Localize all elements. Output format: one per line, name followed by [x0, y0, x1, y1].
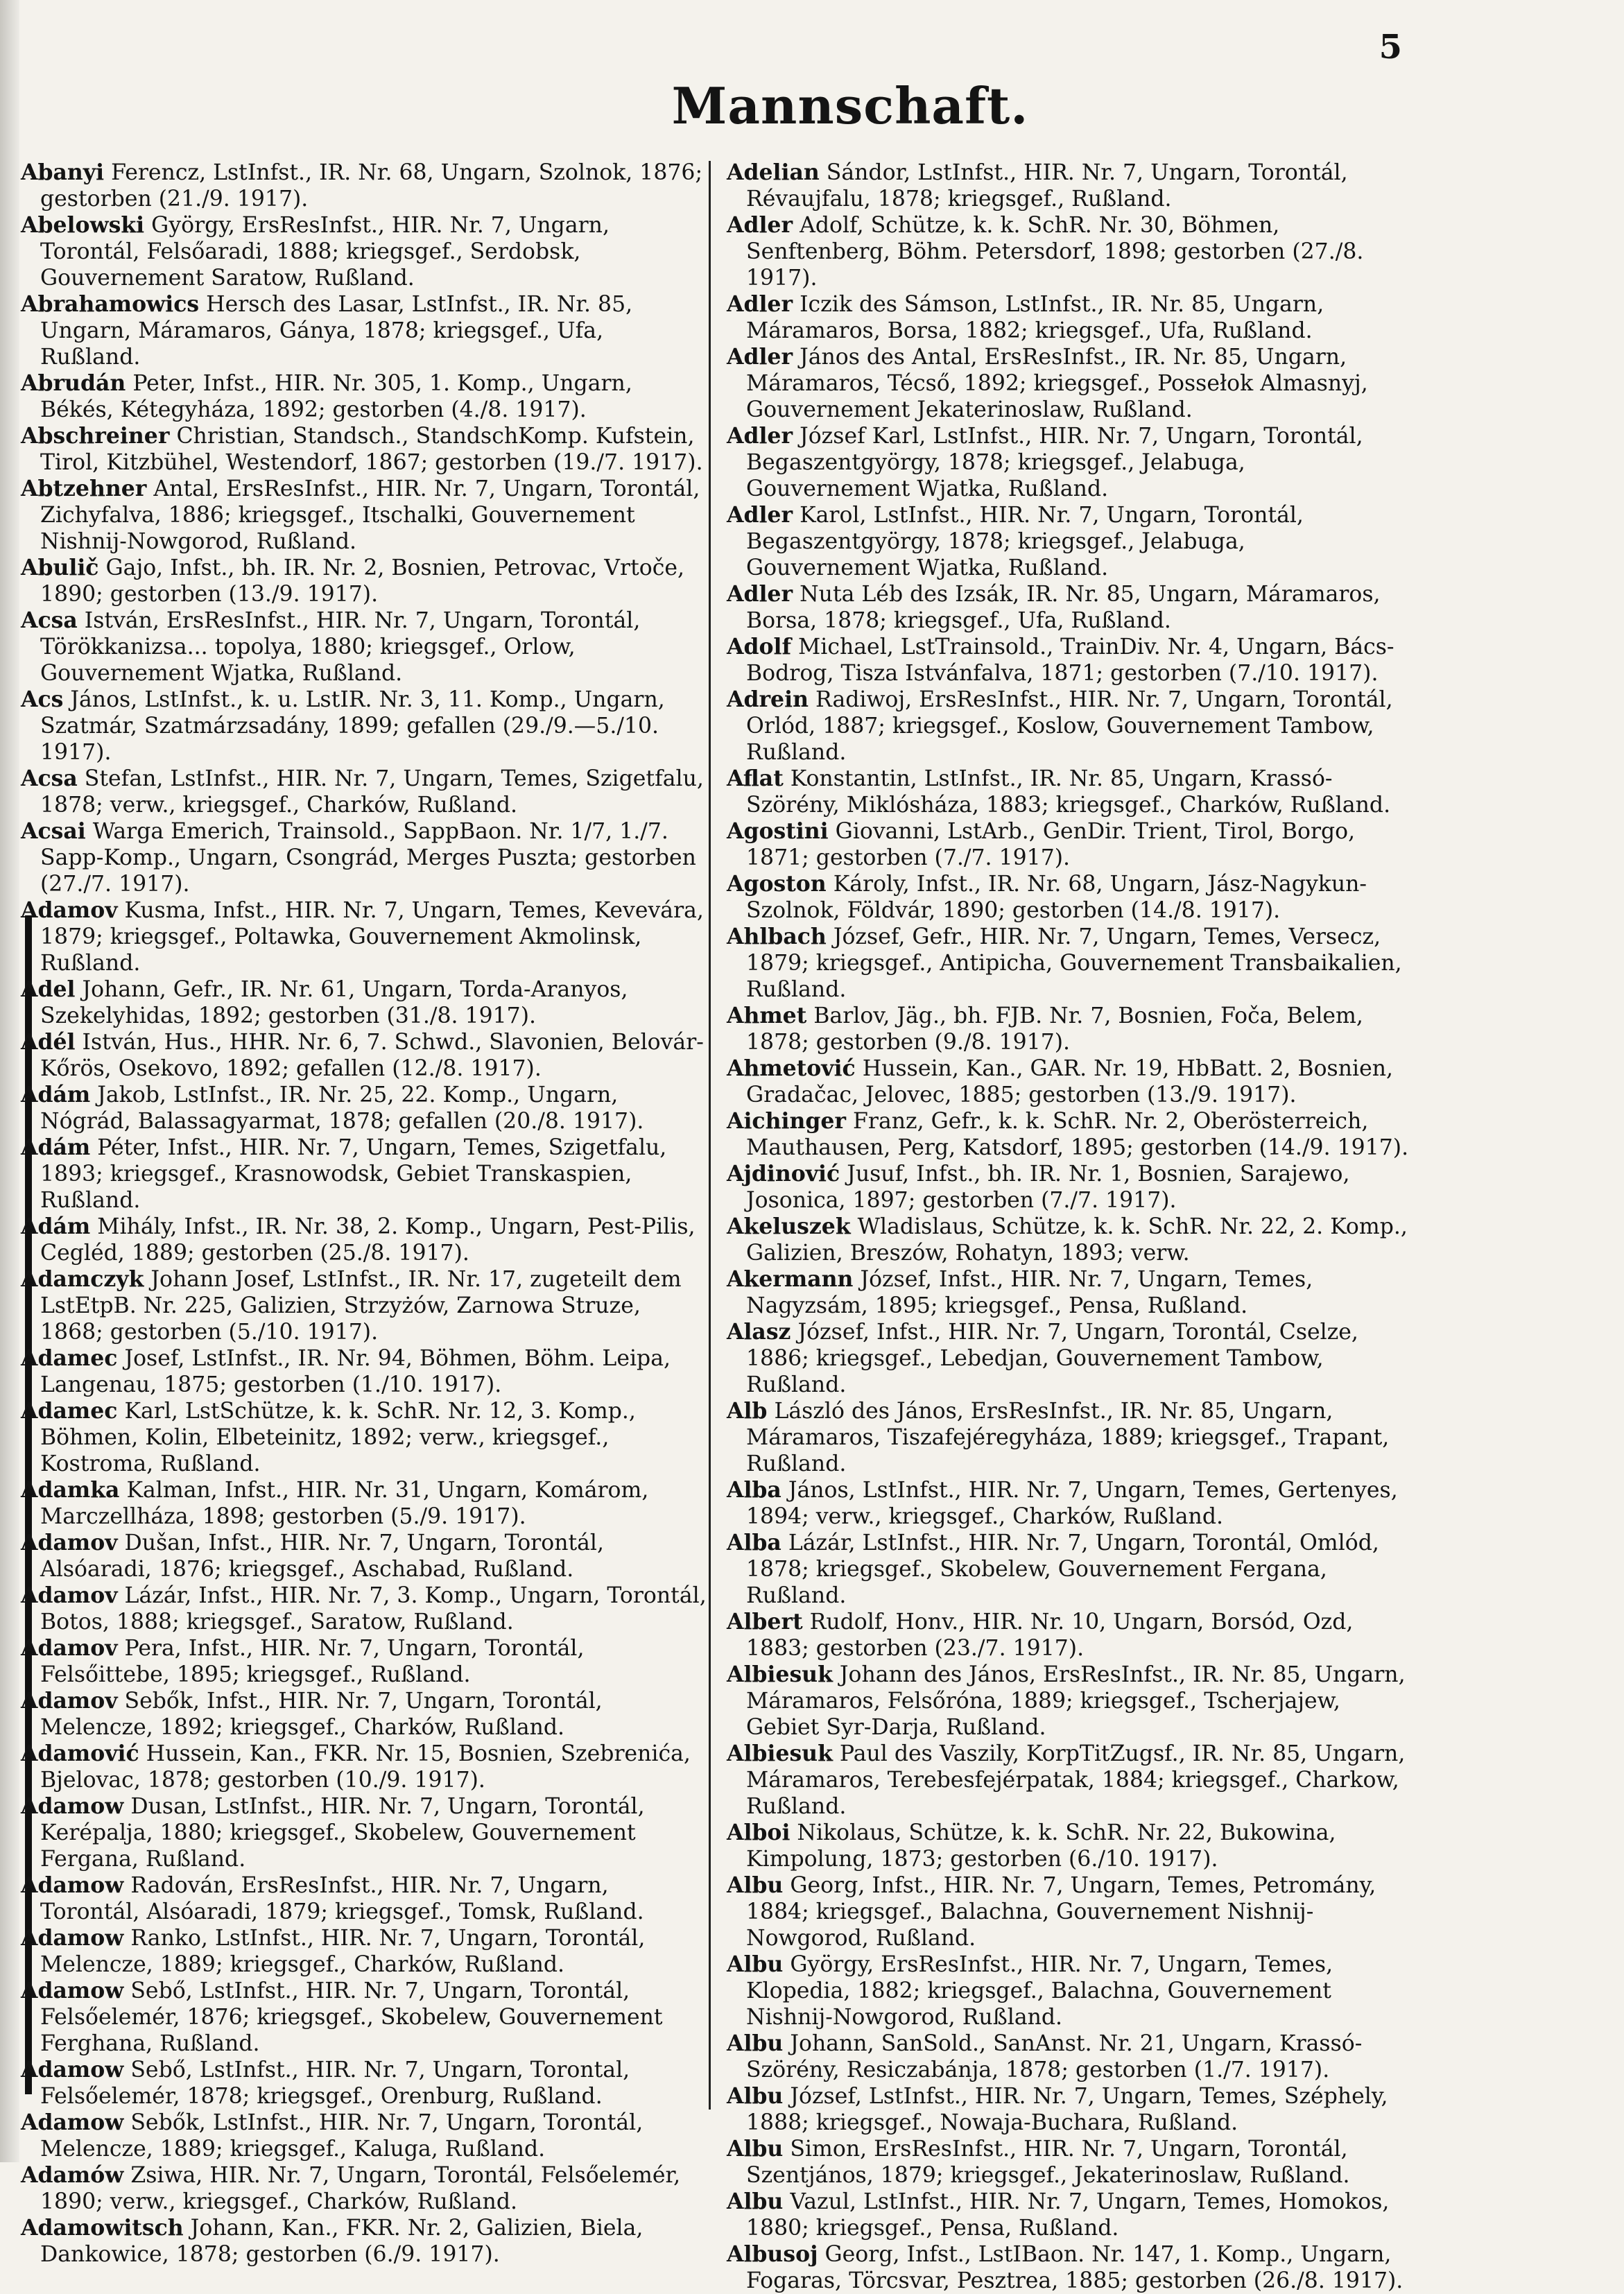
entry-details: Adolf, Schütze, k. k. SchR. Nr. 30, Böhmen, Senftenberg, Böhm. Petersdorf, 1898; gestorben (27./8. 1917).: [746, 213, 1364, 291]
entry-surname: Agoston: [727, 871, 827, 897]
left-column: [21, 159, 707, 2268]
entry-surname: Acsa: [21, 766, 78, 791]
entry-details: Franz, Gefr., k. k. SchR. Nr. 2, Oberösterreich, Mauthausen, Perg, Katsdorf, 1895; gestorben (14./9. 1917).: [746, 1109, 1409, 1160]
entry-surname: Abulič: [21, 555, 99, 580]
entry-details: Gajo, Infst., bh. IR. Nr. 2, Bosnien, Petrovac, Vrtoče, 1890; gestorben (13./9. 1917).: [40, 555, 685, 607]
register-entry: [727, 1214, 1413, 1266]
register-entry: [21, 1741, 707, 1793]
register-entry: [727, 1662, 1413, 1741]
register-entry: [21, 1530, 707, 1582]
entry-surname: Adel: [21, 976, 76, 1002]
register-entry: [727, 766, 1413, 818]
entry-surname: Adám: [21, 1135, 91, 1160]
entry-surname: Albu: [727, 2083, 784, 2109]
entry-surname: Ahmet: [727, 1003, 807, 1028]
entry-details: Károly, Infst., IR. Nr. 68, Ungarn, Jász-Nagykun-Szolnok, Földvár, 1890; gestorben (14./8. 1917).: [746, 872, 1367, 923]
entry-details: Pera, Infst., HIR. Nr. 7, Ungarn, Torontál, Felsőittebe, 1895; kriegsgef., Rußland.: [40, 1636, 585, 1687]
entry-details: Simon, ErsResInfst., HIR. Nr. 7, Ungarn, Torontál, Szentjános, 1879; kriegsgef., Jekaterinoslaw, Rußland.: [746, 2137, 1350, 2188]
register-entry: [727, 1609, 1413, 1662]
entry-surname: Alb: [727, 1398, 768, 1424]
register-entry: [21, 1872, 707, 1925]
entry-surname: Adler: [727, 502, 793, 528]
register-entry: [21, 1582, 707, 1635]
register-entry: [21, 2110, 707, 2162]
register-entry: [21, 607, 707, 687]
page-number: 5: [1379, 28, 1402, 67]
entry-surname: Alasz: [727, 1319, 791, 1345]
entry-surname: Albu: [727, 1951, 784, 1977]
entry-details: Iczik des Sámson, LstInfst., IR. Nr. 85, Ungarn, Máramaros, Borsa, 1882; kriegsgef., Ufa, Rußland.: [746, 292, 1324, 343]
entry-surname: Abanyi: [21, 159, 105, 185]
register-entry: [21, 159, 707, 212]
entry-details: Radován, ErsResInfst., HIR. Nr. 7, Ungarn, Torontál, Alsóaradi, 1879; kriegsgef., Tomsk, Rußland.: [40, 1873, 644, 1924]
entry-surname: Alboi: [727, 1820, 791, 1845]
entry-details: János des Antal, ErsResInfst., IR. Nr. 85, Ungarn, Máramaros, Técső, 1892; kriegsgef., Possełok Almasnyj, Gouvernement Jekaterinoslaw, Rußland.: [746, 345, 1368, 422]
entry-details: Radiwoj, ErsResInfst., HIR. Nr. 7, Ungarn, Torontál, Orlód, 1887; kriegsgef., Koslow, Gouvernement Tambow, Rußland.: [746, 687, 1393, 765]
entry-details: József, LstInfst., HIR. Nr. 7, Ungarn, Temes, Széphely, 1888; kriegsgef., Nowaja-Buchara, Rußland.: [746, 2084, 1388, 2135]
entry-surname: Albu: [727, 2030, 784, 2056]
register-entry: [21, 2057, 707, 2110]
entry-surname: Albu: [727, 1872, 784, 1898]
entry-details: Konstantin, LstInfst., IR. Nr. 85, Ungarn, Krassó-Szörény, Miklósháza, 1883; kriegsgef., Charków, Rußland.: [746, 766, 1391, 818]
entry-surname: Adamov: [21, 1582, 118, 1608]
register-entry: [727, 159, 1413, 212]
register-entry: [727, 212, 1413, 291]
entry-surname: Abelowski: [21, 212, 145, 238]
register-entry: [21, 1477, 707, 1530]
entry-surname: Adamow: [21, 1978, 124, 2003]
entry-surname: Acs: [21, 687, 64, 712]
register-entry: [727, 687, 1413, 766]
entry-surname: Adamow: [21, 2110, 124, 2135]
entry-details: Sebők, LstInfst., HIR. Nr. 7, Ungarn, Torontál, Melencze, 1889; kriegsgef., Kaluga, Rußland.: [40, 2110, 643, 2162]
entry-details: Barlov, Jäg., bh. FJB. Nr. 7, Bosnien, Foča, Belem, 1878; gestorben (9./8. 1917).: [746, 1003, 1363, 1055]
entry-details: Sebők, Infst., HIR. Nr. 7, Ungarn, Torontál, Melencze, 1892; kriegsgef., Charków, Rußland.: [40, 1689, 603, 1740]
entry-details: Stefan, LstInfst., HIR. Nr. 7, Ungarn, Temes, Szigetfalu, 1878; verw., kriegsgef., Charków, Rußland.: [40, 766, 704, 818]
entry-surname: Albu: [727, 2136, 784, 2162]
entry-surname: Adler: [727, 212, 793, 238]
entry-details: József, Gefr., HIR. Nr. 7, Ungarn, Temes, Versecz, 1879; kriegsgef., Antipicha, Gouvernement Transbaikalien, Rußland.: [746, 924, 1402, 1002]
entry-details: Michael, LstTrainsold., TrainDiv. Nr. 4, Ungarn, Bács-Bodrog, Tisza Istvánfalva, 1871; gestorben (7./10. 1917).: [746, 635, 1394, 686]
entry-details: Sebő, LstInfst., HIR. Nr. 7, Ungarn, Torontál, Felsőelemér, 1876; kriegsgef., Skobelew, Gouvernement Ferghana, Rußland.: [40, 1978, 663, 2056]
register-entry: [727, 2241, 1413, 2294]
entry-surname: Abschreiner: [21, 423, 170, 449]
register-entry: [21, 212, 707, 291]
entry-details: Johann Josef, LstInfst., IR. Nr. 17, zugeteilt dem LstEtpB. Nr. 225, Galizien, Strzyżów, Zarnowa Struze, 1868; gestorben (5./10. 1917).: [40, 1267, 682, 1345]
entry-details: Lázár, Infst., HIR. Nr. 7, 3. Komp., Ungarn, Torontál, Botos, 1888; kriegsgef., Saratow, Rußland.: [40, 1583, 707, 1635]
register-entry: [21, 687, 707, 766]
entry-details: Lázár, LstInfst., HIR. Nr. 7, Ungarn, Torontál, Omlód, 1878; kriegsgef., Skobelew, Gouvernement Fergana, Rußland.: [746, 1530, 1379, 1608]
entry-details: János, LstInfst., k. u. LstIR. Nr. 3, 11. Komp., Ungarn, Szatmár, Szatmárzsadány, 1899; gefallen (29./9.—5./10. 1917).: [40, 687, 665, 765]
entry-surname: Alba: [727, 1530, 781, 1555]
entry-details: Warga Emerich, Trainsold., SappBaon. Nr. 1/7, 1./7. Sapp-Komp., Ungarn, Csongrád, Merges Puszta; gestorben (27./7. 1917).: [40, 819, 696, 897]
entry-surname: Abtzehner: [21, 476, 147, 501]
entry-details: Hussein, Kan., FKR. Nr. 15, Bosnien, Szebrenića, Bjelovac, 1878; gestorben (10./9. 1917).: [40, 1741, 691, 1793]
entry-surname: Adamović: [21, 1741, 139, 1766]
register-entry: [727, 924, 1413, 1003]
entry-surname: Adél: [21, 1029, 76, 1055]
register-entry: [727, 423, 1413, 502]
entry-surname: Adler: [727, 423, 793, 449]
register-entry: [727, 1820, 1413, 1872]
register-entry: [21, 897, 707, 976]
register-entry: [727, 344, 1413, 423]
entry-surname: Adamov: [21, 1530, 118, 1555]
register-entry: [727, 1003, 1413, 1055]
register-entry: [21, 1398, 707, 1477]
register-entry: [727, 1951, 1413, 2030]
entry-surname: Adler: [727, 291, 793, 317]
entry-details: Nuta Léb des Izsák, IR. Nr. 85, Ungarn, Máramaros, Borsa, 1878; kriegsgef., Ufa, Rußland.: [746, 582, 1381, 633]
register-entry: [727, 2083, 1413, 2136]
entry-details: Dušan, Infst., HIR. Nr. 7, Ungarn, Torontál, Alsóaradi, 1876; kriegsgef., Aschabad, Rußland.: [40, 1530, 605, 1582]
register-entry: [21, 1793, 707, 1872]
entry-surname: Adamowitsch: [21, 2215, 184, 2241]
entry-details: Josef, LstInfst., IR. Nr. 94, Böhmen, Böhm. Leipa, Langenau, 1875; gestorben (1./10. 1917).: [40, 1346, 671, 1397]
entry-details: Johann, Kan., FKR. Nr. 2, Galizien, Biela, Dankowice, 1878; gestorben (6./9. 1917).: [40, 2216, 643, 2267]
register-entry: [727, 1319, 1413, 1398]
entry-surname: Adám: [21, 1214, 91, 1239]
entry-surname: Aichinger: [727, 1108, 847, 1134]
entry-details: Ranko, LstInfst., HIR. Nr. 7, Ungarn, Torontál, Melencze, 1889; kriegsgef., Charków, Rußland.: [40, 1926, 646, 1977]
register-entry: [727, 291, 1413, 344]
entry-details: Hussein, Kan., GAR. Nr. 19, HbBatt. 2, Bosnien, Gradačac, Jelovec, 1885; gestorben (13./9. 1917).: [746, 1056, 1394, 1107]
register-entry: [21, 818, 707, 897]
register-entry: [21, 1688, 707, 1741]
entry-details: Jusuf, Infst., bh. IR. Nr. 1, Bosnien, Sarajewo, Josonica, 1897; gestorben (7./7. 1917).: [746, 1162, 1350, 1213]
right-column: [727, 159, 1413, 2294]
entry-surname: Akermann: [727, 1266, 854, 1292]
entry-surname: Adamov: [21, 1688, 118, 1714]
register-entry: [21, 1978, 707, 2057]
register-entry: [727, 1530, 1413, 1609]
register-entry: [21, 1135, 707, 1214]
register-entry: [21, 1925, 707, 1978]
entry-surname: Adelian: [727, 159, 820, 185]
entry-details: Giovanni, LstArb., GenDir. Trient, Tirol, Borgo, 1871; gestorben (7./7. 1917).: [746, 819, 1356, 870]
register-entry: [727, 871, 1413, 924]
register-entry: [21, 976, 707, 1029]
register-entry: [21, 1635, 707, 1688]
entry-details: Nikolaus, Schütze, k. k. SchR. Nr. 22, Bukowina, Kimpolung, 1873; gestorben (6./10. 1917).: [746, 1820, 1336, 1872]
entry-surname: Ahlbach: [727, 924, 827, 949]
entry-details: István, Hus., HHR. Nr. 6, 7. Schwd., Slavonien, Belovár-Kőrös, Osekovo, 1892; gefallen (12./8. 1917).: [40, 1030, 704, 1081]
entry-details: Mihály, Infst., IR. Nr. 38, 2. Komp., Ungarn, Pest-Pilis, Cegléd, 1889; gestorben (25./8. 1917).: [40, 1214, 696, 1266]
register-entry: [21, 1345, 707, 1398]
entry-details: Paul des Vaszily, KorpTitZugsf., IR. Nr. 85, Ungarn, Máramaros, Terebesfejérpatak, 1884; kriegsgef., Charkow, Rußland.: [746, 1741, 1406, 1819]
entry-details: Sebő, LstInfst., HIR. Nr. 7, Ungarn, Torontal, Felsőelemér, 1878; kriegsgef., Orenburg, Rußland.: [40, 2058, 630, 2109]
register-entry: [21, 423, 707, 476]
register-entry: [21, 1029, 707, 1082]
register-entry: [727, 1108, 1413, 1161]
register-entry: [727, 1741, 1413, 1820]
register-entry: [21, 1266, 707, 1345]
entry-surname: Agostini: [727, 818, 829, 844]
entry-surname: Albert: [727, 1609, 803, 1635]
entry-details: György, ErsResInfst., HIR. Nr. 7, Ungarn, Torontál, Felsőaradi, 1888; kriegsgef., Serdobsk, Gouvernement Saratow, Rußland.: [40, 213, 610, 291]
entry-surname: Adrein: [727, 687, 809, 712]
register-entry: [727, 1477, 1413, 1530]
entry-details: Christian, Standsch., StandschKomp. Kufstein, Tirol, Kitzbühel, Westendorf, 1867; gestorben (19./7. 1917).: [40, 424, 703, 475]
entry-details: György, ErsResInfst., HIR. Nr. 7, Ungarn, Temes, Klopedia, 1882; kriegsgef., Balachna, Gouvernement Nishnij-Nowgorod, Rußland.: [746, 1952, 1333, 2030]
entry-details: László des János, ErsResInfst., IR. Nr. 85, Ungarn, Máramaros, Tiszafejéregyháza, 1889; kriegsgef., Trapant, Rußland.: [746, 1399, 1390, 1476]
entry-surname: Adamov: [21, 897, 118, 923]
entry-surname: Adler: [727, 344, 793, 370]
entry-details: Hersch des Lasar, LstInfst., IR. Nr. 85, Ungarn, Máramaros, Gánya, 1878; kriegsgef., Ufa, Rußland.: [40, 292, 633, 370]
entry-details: József, Infst., HIR. Nr. 7, Ungarn, Torontál, Cselze, 1886; kriegsgef., Lebedjan, Gouvernement Tambow, Rußland.: [746, 1320, 1358, 1397]
entry-surname: Albu: [727, 2189, 784, 2214]
entry-details: Péter, Infst., HIR. Nr. 7, Ungarn, Temes, Szigetfalu, 1893; kriegsgef., Krasnowodsk, Gebiet Transkaspien, Rußland.: [40, 1135, 667, 1213]
register-entry: [21, 370, 707, 423]
entry-surname: Akeluszek: [727, 1214, 851, 1239]
entry-surname: Adolf: [727, 634, 791, 659]
entry-surname: Adamow: [21, 1925, 124, 1951]
entry-surname: Adamow: [21, 1872, 124, 1898]
entry-surname: Abrahamowics: [21, 291, 200, 317]
entry-details: Karol, LstInfst., HIR. Nr. 7, Ungarn, Torontál, Begaszentgyörgy, 1878; kriegsgef., Jelabuga, Gouvernement Wjatka, Rußland.: [746, 503, 1304, 580]
register-entry: [727, 2189, 1413, 2241]
entry-details: Peter, Infst., HIR. Nr. 305, 1. Komp., Ungarn, Békés, Kétegyháza, 1892; gestorben (4./8. 1917).: [40, 371, 632, 422]
register-entry: [727, 502, 1413, 581]
entry-surname: Adamczyk: [21, 1266, 144, 1292]
entry-details: Zsiwa, HIR. Nr. 7, Ungarn, Torontál, Felsőelemér, 1890; verw., kriegsgef., Charków, Rußland.: [40, 2163, 681, 2214]
register-entry: [727, 2136, 1413, 2189]
entry-details: István, ErsResInfst., HIR. Nr. 7, Ungarn, Torontál, Törökkanizsa... topolya, 1880; kriegsgef., Orlow, Gouvernement Wjatka, Rußland.: [40, 608, 641, 686]
register-entry: [727, 2030, 1413, 2083]
register-entry: [21, 291, 707, 370]
entry-surname: Albiesuk: [727, 1662, 833, 1687]
register-entry: [727, 1872, 1413, 1951]
page-left-edge: [0, 0, 19, 2162]
register-entry: [21, 2162, 707, 2215]
entry-details: Sándor, LstInfst., HIR. Nr. 7, Ungarn, Torontál, Révaujfalu, 1878; kriegsgef., Rußland.: [746, 160, 1348, 212]
entry-surname: Adamec: [21, 1398, 118, 1424]
entry-surname: Adamow: [21, 1793, 124, 1819]
register-entry: [727, 1055, 1413, 1108]
register-entry: [727, 634, 1413, 687]
entry-details: Vazul, LstInfst., HIR. Nr. 7, Ungarn, Temes, Homokos, 1880; kriegsgef., Pensa, Rußland.: [746, 2189, 1390, 2241]
entry-surname: Ajdinović: [727, 1161, 840, 1187]
register-entry: [21, 555, 707, 607]
register-entry: [21, 1082, 707, 1135]
entry-details: József, Infst., HIR. Nr. 7, Ungarn, Temes, Nagyzsám, 1895; kriegsgef., Pensa, Rußland.: [746, 1267, 1313, 1318]
entry-details: Antal, ErsResInfst., HIR. Nr. 7, Ungarn, Torontál, Zichyfalva, 1886; kriegsgef., Itschalki, Gouvernement Nishnij-Nowgorod, Rußland.: [40, 476, 700, 554]
register-entry: [727, 1266, 1413, 1319]
page-title: Mannschaft.: [671, 76, 1029, 135]
register-entry: [727, 818, 1413, 871]
register-entry: [727, 1398, 1413, 1477]
entry-surname: Acsa: [21, 607, 78, 633]
entry-surname: Adamka: [21, 1477, 120, 1503]
entry-details: József Karl, LstInfst., HIR. Nr. 7, Ungarn, Torontál, Begaszentgyörgy, 1878; kriegsgef., Jelabuga, Gouvernement Wjatka, Rußland.: [746, 424, 1363, 501]
entry-details: Johann, Gefr., IR. Nr. 61, Ungarn, Torda-Aranyos, Szekelyhidas, 1892; gestorben (31./8. 1917).: [40, 977, 628, 1028]
entry-surname: Abrudán: [21, 370, 126, 396]
entry-details: Jakob, LstInfst., IR. Nr. 25, 22. Komp., Ungarn, Nógrád, Balassagyarmat, 1878; gefallen (20./8. 1917).: [40, 1083, 644, 1134]
entry-details: Wladislaus, Schütze, k. k. SchR. Nr. 22, 2. Komp., Galizien, Breszów, Rohatyn, 1893; verw.: [746, 1214, 1408, 1266]
entry-surname: Adler: [727, 581, 793, 607]
entry-details: Johann des János, ErsResInfst., IR. Nr. 85, Ungarn, Máramaros, Felsőróna, 1889; kriegsgef., Tscherjajew, Gebiet Syr-Darja, Rußland.: [746, 1662, 1406, 1740]
entry-surname: Ahmetović: [727, 1055, 856, 1081]
register-entry: [21, 766, 707, 818]
entry-details: Georg, Infst., LstIBaon. Nr. 147, 1. Komp., Ungarn, Fogaras, Törcsvar, Pesztrea, 1885; gestorben (26./8. 1917).: [746, 2242, 1403, 2293]
entry-surname: Adamov: [21, 1635, 118, 1661]
column-divider: [709, 161, 711, 2110]
entry-details: Karl, LstSchütze, k. k. SchR. Nr. 12, 3. Komp., Böhmen, Kolin, Elbeteinitz, 1892; verw., kriegsgef., Kostroma, Rußland.: [40, 1399, 636, 1476]
entry-surname: Adamow: [21, 2057, 124, 2082]
register-entry: [21, 1214, 707, 1266]
entry-details: Kalman, Infst., HIR. Nr. 31, Ungarn, Komárom, Marczellháza, 1898; gestorben (5./9. 1917).: [40, 1478, 649, 1529]
entry-surname: Adám: [21, 1082, 91, 1107]
entry-details: János, LstInfst., HIR. Nr. 7, Ungarn, Temes, Gertenyes, 1894; verw., kriegsgef., Charków, Rußland.: [746, 1478, 1398, 1529]
entry-surname: Albiesuk: [727, 1741, 833, 1766]
register-entry: [21, 476, 707, 555]
entry-details: Ferencz, LstInfst., IR. Nr. 68, Ungarn, Szolnok, 1876; gestorben (21./9. 1917).: [40, 160, 703, 212]
entry-details: Kusma, Infst., HIR. Nr. 7, Ungarn, Temes, Kevevára, 1879; kriegsgef., Poltawka, Gouvernement Akmolinsk, Rußland.: [40, 898, 704, 976]
entry-details: Rudolf, Honv., HIR. Nr. 10, Ungarn, Borsód, Ozd, 1883; gestorben (23./7. 1917).: [746, 1610, 1354, 1661]
register-entry: [727, 581, 1413, 634]
register-entry: [727, 1161, 1413, 1214]
entry-surname: Albusoj: [727, 2241, 818, 2267]
entry-surname: Aflat: [727, 766, 784, 791]
entry-surname: Alba: [727, 1477, 781, 1503]
entry-details: Dusan, LstInfst., HIR. Nr. 7, Ungarn, Torontál, Kerépalja, 1880; kriegsgef., Skobelew, Gouvernement Fergana, Rußland.: [40, 1794, 645, 1872]
entry-surname: Adamec: [21, 1345, 118, 1371]
entry-details: Georg, Infst., HIR. Nr. 7, Ungarn, Temes, Petromány, 1884; kriegsgef., Balachna, Gouvernement Nishnij-Nowgorod, Rußland.: [746, 1873, 1376, 1951]
entry-surname: Adamów: [21, 2162, 124, 2188]
entry-details: Johann, SanSold., SanAnst. Nr. 21, Ungarn, Krassó-Szörény, Resiczabánja, 1878; gestorben (1./7. 1917).: [746, 2031, 1363, 2082]
register-entry: [21, 2215, 707, 2268]
entry-surname: Acsai: [21, 818, 86, 844]
